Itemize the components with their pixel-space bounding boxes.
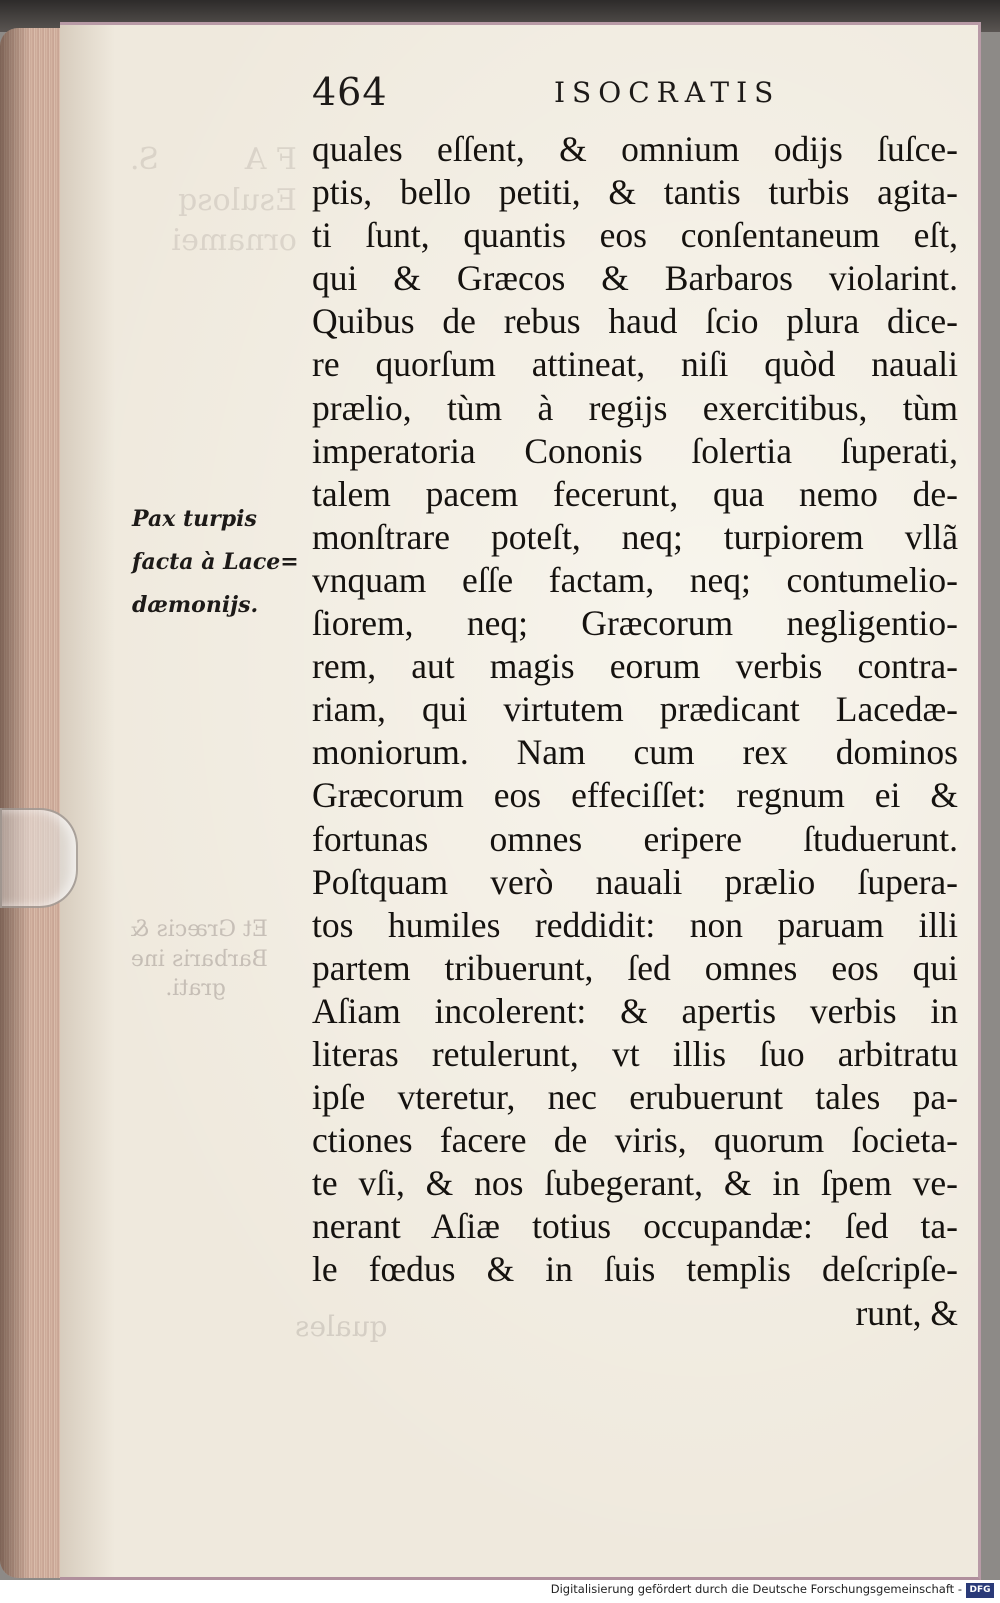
text-line: fortunas omnes eripere ſtuduerunt.	[312, 818, 958, 859]
text-line: nerant Aſiæ totius occupandæ: ſed ta-	[312, 1206, 958, 1247]
text-line: vnquam eſſe factam, neq; contumelio-	[312, 559, 958, 600]
glass-page-clip	[0, 808, 78, 908]
dfg-logo: DFG	[966, 1583, 994, 1598]
body-text	[312, 128, 958, 1335]
margin-note	[132, 498, 302, 627]
bleed-through-top: F A S. Esulosq ornamei	[130, 142, 297, 258]
text-line: Aſiam incolerent: & apertis verbis in	[312, 990, 958, 1031]
text-line: rem, aut magis eorum verbis contra-	[312, 646, 958, 687]
text-line: quales eſſent, & omnium odijs ſuſce-	[312, 129, 958, 169]
text-line: talem pacem fecerunt, qua nemo de-	[312, 473, 958, 514]
page-header	[312, 70, 952, 114]
text-line: re quorſum attineat, niſi quòd nauali	[312, 344, 958, 385]
text-line: Poſtquam verò nauali prælio ſupera-	[312, 861, 958, 902]
text-line: ipſe vteretur, nec erubuerunt tales pa-	[312, 1077, 958, 1118]
text-line: ptis, bello petiti, & tantis turbis agita-	[312, 172, 958, 213]
running-head: ISOCRATIS	[554, 76, 781, 109]
text-line: le fœdus & in ſuis templis deſcripſe-	[312, 1249, 958, 1290]
text-line: literas retulerunt, vt illis ſuo arbitratu	[312, 1033, 958, 1074]
text-line: Quibus de rebus haud ſcio plura dice-	[312, 301, 958, 342]
text-line: ctiones facere de viris, quorum ſocieta-	[312, 1120, 958, 1161]
text-line: prælio, tùm à regijs exercitibus, tùm	[312, 387, 958, 428]
text-line: riam, qui virtutem prædicant Lacedæ-	[312, 689, 958, 730]
text-line: ſiorem, neq; Græcorum negligentio-	[312, 603, 958, 644]
text-line: partem tribuerunt, ſed omnes eos qui	[312, 947, 958, 988]
text-line: Græcorum eos effeciſſet: regnum ei &	[312, 775, 958, 816]
catchword-line: runt, &	[855, 1292, 958, 1333]
text-line: te vſi, & nos ſubegerant, & in ſpem ve-	[312, 1163, 958, 1204]
text-line: tos humiles reddidit: non paruam illi	[312, 904, 958, 945]
funding-credit: Digitalisierung gefördert durch die Deutsche Forschungsgemeinschaft -	[550, 1582, 962, 1596]
page-number: 464	[312, 70, 388, 114]
text-line: moniorum. Nam cum rex dominos	[312, 732, 958, 773]
text-line: monſtrare poteſt, neq; turpiorem vllã	[312, 516, 958, 557]
margin-note-line: Pax turpis	[132, 506, 257, 532]
bleed-through-margin: Et Græcis & Barbaris ine grati.	[130, 917, 268, 1002]
fore-edge-shadow	[0, 28, 30, 1578]
margin-note-line: dæmonijs.	[132, 592, 259, 618]
bleed-through-bottom: quales	[295, 1310, 388, 1343]
text-line: qui & Græcos & Barbaros violarint.	[312, 258, 958, 299]
margin-note-line: facta à Lace=	[132, 549, 299, 575]
text-line: ti ſunt, quantis eos conſentaneum eſt,	[312, 215, 958, 256]
text-line: imperatoria Cononis ſolertia ſuperati,	[312, 430, 958, 471]
